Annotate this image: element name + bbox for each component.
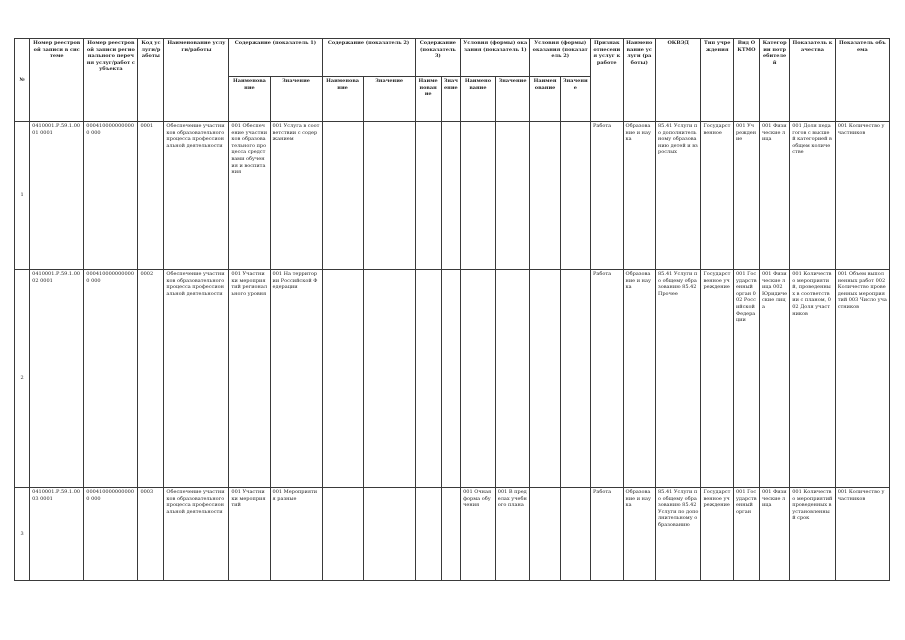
cell-category: 001 Физические лица 002 Юридические лица [759, 270, 789, 488]
cell-reg-entry-person: 0004100000000000 000 [84, 270, 138, 488]
cell-c3-name [415, 122, 441, 270]
cell-category: 001 Физические лица [759, 488, 789, 581]
cell-oktmo: 001 Государственный орган 002 Российской Федерации [733, 270, 759, 488]
sub-header-c2-value: Значение [363, 77, 415, 122]
col-header-reg-entry: Номер реестровой записи в системе [30, 39, 84, 122]
cell-c2-name [322, 488, 363, 581]
cell-oktmo: 001 Учреждение [733, 122, 759, 270]
cell-cond2-value [560, 270, 590, 488]
cell-cond1-name [461, 122, 496, 270]
cell-c1-name: 001 Обеспечение участников образовательного процесса средствами обучения и воспитания [229, 122, 270, 270]
cell-c1-value: 001 Услуга в соответствии с содержанием [270, 122, 322, 270]
cell-type-inst: Государственное учреждение [701, 488, 733, 581]
cell-reg-entry-person: 0004100000000000 000 [84, 488, 138, 581]
cell-cond1-value [495, 270, 530, 488]
cell-cond2-value [560, 122, 590, 270]
header-row-1 [15, 39, 890, 77]
col-header-category: Категории потребителей [759, 39, 789, 122]
cell-c1-name: 001 Участники мероприятий регионального уровня [229, 270, 270, 488]
cell-reg-entry: 0410001.Р.59.1.0001 0001 [30, 122, 84, 270]
cell-type-inst: Государственное учреждение [701, 270, 733, 488]
cell-cond2-value [560, 488, 590, 581]
cell-c2-name [322, 270, 363, 488]
cell-code: 0002 [138, 270, 164, 488]
sub-header-c3-name: Наименование [415, 77, 441, 122]
cell-reg-entry-person: 0004100000000000 000 [84, 122, 138, 270]
col-header-cond1: Условия (формы) оказания (показатель 1) [461, 39, 530, 77]
col-header-sign: Признак отнесения услуг к работе [591, 39, 623, 122]
col-header-content3: Содержание (показатель 3) [415, 39, 460, 77]
cell-okved: 85.41 Услуги по общему образованию 85.42 Услуги по дополнительному образованию [656, 488, 701, 581]
col-header-type-inst: Тип учреждения [701, 39, 733, 122]
cell-c3-name [415, 270, 441, 488]
cell-okved: 85.41 Услуги по дополнительному образованию детей и взрослых [656, 122, 701, 270]
cell-name: Обеспечение участников образовательного процесса профессиональной деятельности [164, 488, 229, 581]
cell-sign: Работа [591, 488, 623, 581]
cell-quality: 001 Количество мероприятий, проведенных в соответствии с планом, 002 Доля участников [790, 270, 835, 488]
cell-c1-value: 001 Мероприятия разные [270, 488, 322, 581]
registry-table [14, 38, 890, 581]
cell-c1-name: 001 Участники мероприятий [229, 488, 270, 581]
cell-volume: 001 Объем выполненных работ 002 Количество проведенных мероприятий 003 Число участников [835, 270, 889, 488]
sub-header-c2-name: Наименование [322, 77, 363, 122]
cell-type-inst: Государственное [701, 122, 733, 270]
sub-header-cond1-name: Наименование [461, 77, 496, 122]
col-header-reg-entry-person: Номер реестровой записи регионального перечня услуг/работ субъекта [84, 39, 138, 122]
cell-name: Обеспечение участников образовательного процесса профессиональной деятельности [164, 122, 229, 270]
cell-volume: 001 Количество участников [835, 488, 889, 581]
cell-code: 0003 [138, 488, 164, 581]
cell-sign: Работа [591, 270, 623, 488]
cell-place: Образование и наука [623, 270, 655, 488]
sub-header-c1-value: Значение [270, 77, 322, 122]
cell-code: 0001 [138, 122, 164, 270]
cell-cond2-name [530, 122, 560, 270]
table-row [15, 122, 890, 270]
table-row [15, 270, 890, 488]
sub-header-c3-value: Значение [441, 77, 461, 122]
table-row [15, 488, 890, 581]
cell-c1-value: 001 На территории Российской Федерации [270, 270, 322, 488]
cell-num: 2 [15, 270, 30, 488]
cell-reg-entry: 0410001.Р.59.1.0003 0001 [30, 488, 84, 581]
cell-cond2-name [530, 488, 560, 581]
sub-header-c1-name: Наименование [229, 77, 270, 122]
cell-category: 001 Физические лица [759, 122, 789, 270]
cell-sign: Работа [591, 122, 623, 270]
cell-c3-value [441, 488, 461, 581]
cell-place: Образование и наука [623, 122, 655, 270]
sub-header-cond1-value: Значение [495, 77, 530, 122]
col-header-service-name: Наименование услуги/работы [164, 39, 229, 122]
col-header-quality: Показатель качества [790, 39, 835, 122]
col-header-content1: Содержание (показатель 1) [229, 39, 322, 77]
cell-c2-value [363, 488, 415, 581]
cell-num: 1 [15, 122, 30, 270]
cell-quality: 001 Количество мероприятий проведенных в установленный срок [790, 488, 835, 581]
cell-okved: 85.41 Услуги по общему образованию 85.42 Прочее [656, 270, 701, 488]
col-header-cond2: Условия (формы) оказания (показатель 2) [530, 39, 591, 77]
col-header-place: Наименование услуги (работы) [623, 39, 655, 122]
cell-c3-value [441, 270, 461, 488]
cell-num: 3 [15, 488, 30, 581]
cell-oktmo: 001 Государственный орган [733, 488, 759, 581]
cell-c3-value [441, 122, 461, 270]
sub-header-cond2-value: Значение [560, 77, 590, 122]
cell-c2-name [322, 122, 363, 270]
cell-c3-name [415, 488, 441, 581]
cell-cond1-value: 001 В пределах учебного плана [495, 488, 530, 581]
cell-reg-entry: 0410001.Р.59.1.0002 0001 [30, 270, 84, 488]
cell-cond1-name: 001 Очная форма обучения [461, 488, 496, 581]
cell-c2-value [363, 122, 415, 270]
col-header-oktmo: Вид ОКТМО [733, 39, 759, 122]
sub-header-cond2-name: Наименование [530, 77, 560, 122]
cell-c2-value [363, 270, 415, 488]
cell-place: Образование и наука [623, 488, 655, 581]
col-header-service-code: Код услуги/работы [138, 39, 164, 122]
cell-name: Обеспечение участников образовательного процесса профессиональной деятельности [164, 270, 229, 488]
cell-cond2-name [530, 270, 560, 488]
cell-cond1-value [495, 122, 530, 270]
cell-quality: 001 Доля педагогов с высшей категорией в общем количестве [790, 122, 835, 270]
col-header-volume: Показатель объема [835, 39, 889, 122]
col-header-content2: Содержание (показатель 2) [322, 39, 415, 77]
col-header-okved: ОКВЭД [656, 39, 701, 122]
cell-cond1-name [461, 270, 496, 488]
cell-volume: 001 Количество участников [835, 122, 889, 270]
col-header-num: № [15, 39, 30, 122]
